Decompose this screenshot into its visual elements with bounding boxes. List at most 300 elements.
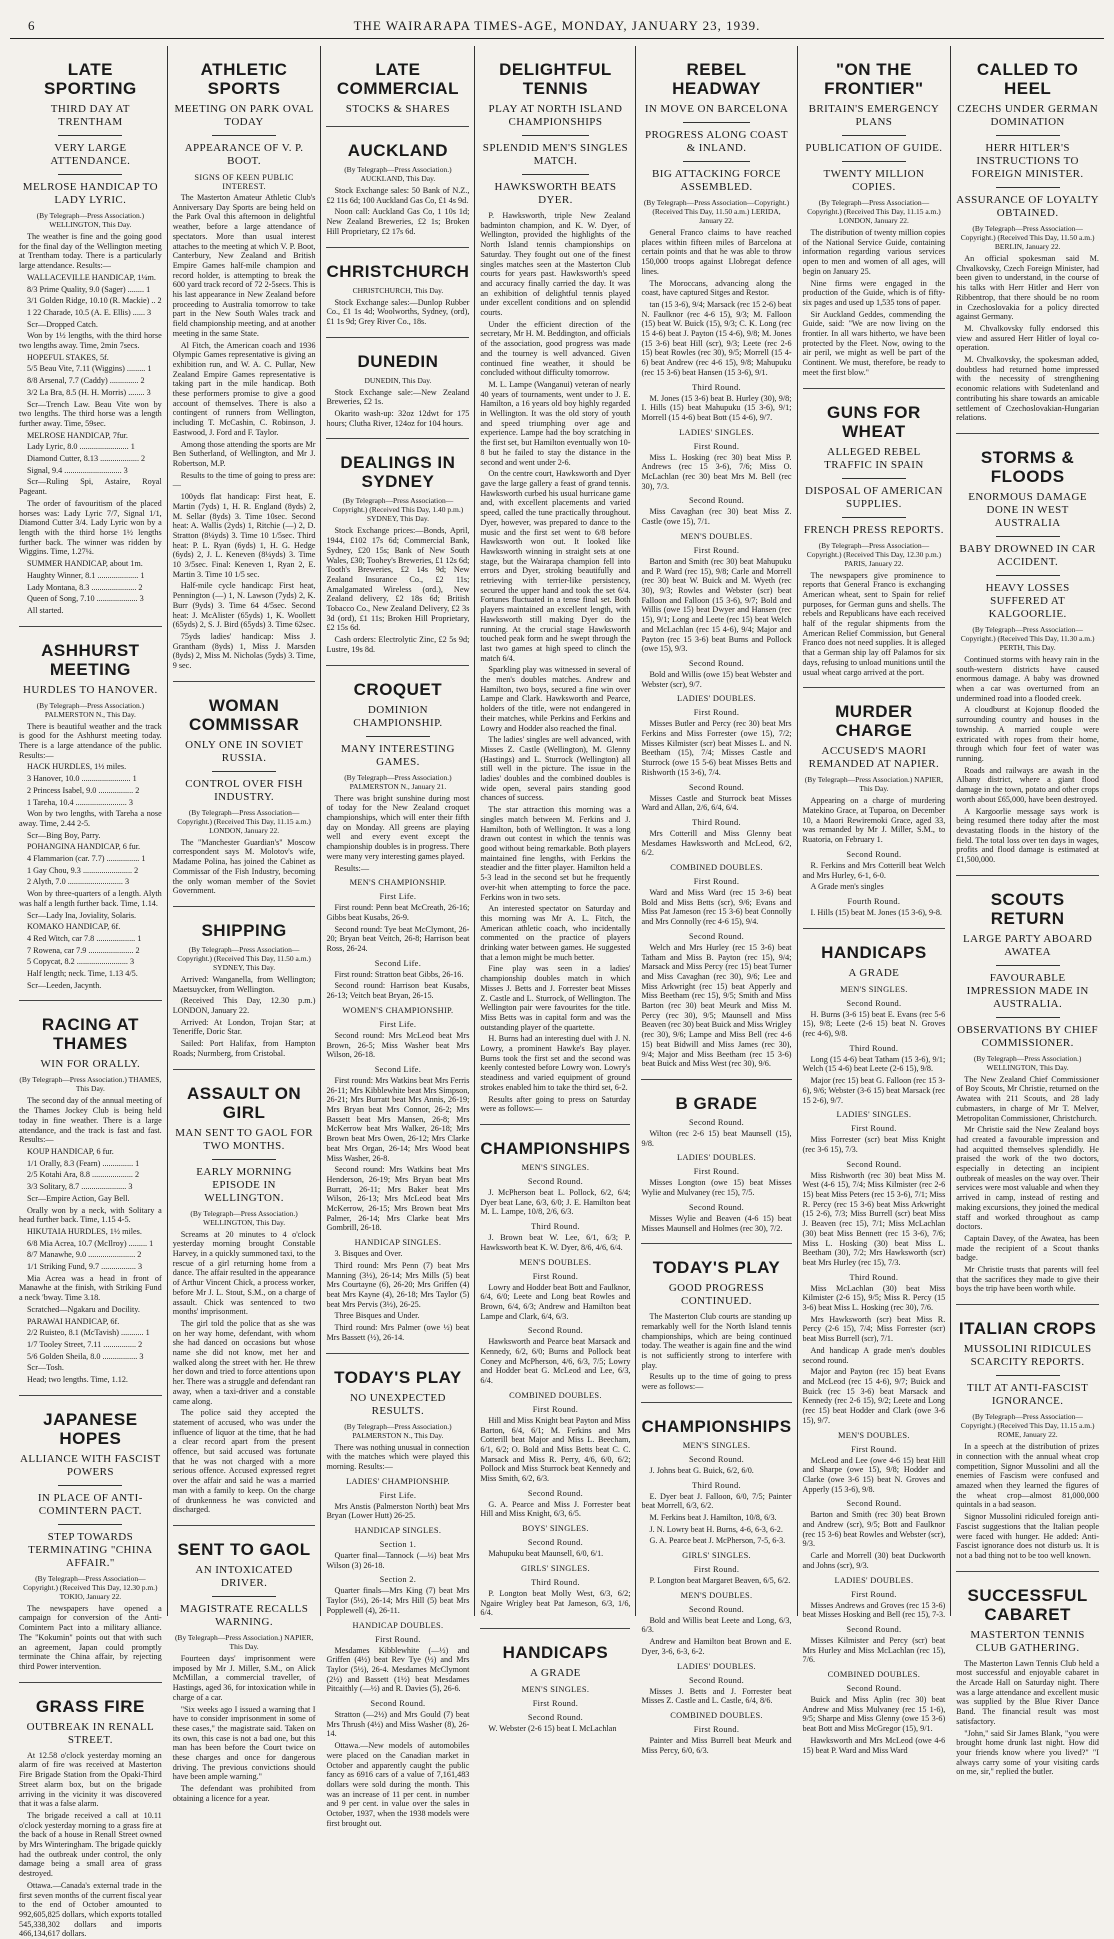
- paragraph: M. Ferkins beat J. Hamilton, 10/8, 6/3.: [649, 1512, 777, 1522]
- paragraph: McLeod and Lee (owe 4-6 15) beat Hill and Sharpe (owe 15), 9/8; Hodder and Clarke (owe 3-6 15) beat N. Groves and Apperly (15 3-6), 9/8.: [802, 1455, 946, 1494]
- dateline: (By Telegraph—Press Association—Copyright.) (Received This Day, 11.15 a.m.) LONDON, January 22.: [807, 198, 941, 225]
- results-subhead: COMBINED DOUBLES.: [509, 1390, 602, 1400]
- section-divider: [326, 126, 469, 127]
- paragraph: Barton and Smith (rec 30) beat Mahupuku and P. Ward (rec 15), 9/8; Carle and Morrell (rec 30) beat W. Buick and M. Wyeth (rec 30), 9/3; Rowles and Webster (scr) beat Falloon and Falloon (15 3-6), 9/7; Bold and Willis (owe 15) beat Dwyer and Hansen (rec 15), 9/1; Long and Leete (rec 15) beat Welch and McLachlan (rec 15 4-6), 9/4; Major and Payton (rec 15 3-6) beat Burns and Pollock (owe 15), 9/3.: [641, 556, 792, 654]
- dateline: (By Telegraph—Press Association.) PALMERSTON N., This Day.: [344, 1421, 452, 1440]
- article: [19, 1395, 162, 1672]
- section-divider: [803, 928, 946, 929]
- paragraph: Painter and Miss Burrell beat Meurk and Miss Percy, 6/0, 6/3.: [641, 1735, 792, 1755]
- paragraph: Hill and Miss Knight beat Payton and Miss Barton, 6/4, 6/1; M. Ferkins and Mrs Cotterill beat Major and Miss L. Beecham, 6/1, 6/2; O. Bold and Miss Betts beat C. C. Marsack and Miss R. Perry, 4/6, 6/0, 6/2; Pollock and Miss Sturrock beat Kennedy and Miss Smith, 6/2, 6/3.: [480, 1415, 631, 1484]
- article: [326, 337, 469, 429]
- paragraph: First round: Penn beat McCreath, 26-16; Gibbs beat Kusabs, 26-9.: [326, 903, 470, 922]
- headline: HANDICAPS: [502, 1642, 609, 1662]
- subhead-rule: [683, 161, 751, 162]
- headline: LATE SPORTING: [43, 60, 137, 98]
- article: [19, 60, 162, 616]
- page-number: 6: [28, 18, 36, 33]
- paragraph: Stratton (—2½) and Mrs Gould (7) beat Mrs Thrush (4½) and Miss Washer (8), 26-14.: [326, 1710, 470, 1739]
- results-subhead: First Round.: [532, 1271, 579, 1281]
- headline: DELIGHTFUL TENNIS: [499, 60, 612, 98]
- paragraph: Won by three-quarters of a length. Alyth was half a length further back. Time, 1.14.: [19, 889, 162, 908]
- paragraph: 8/7 Manawhe, 9.0 ....................... 2: [27, 1250, 142, 1260]
- paragraph: Scr—Leeden, Jacynth.: [27, 980, 102, 990]
- paragraph: Okarito wash-up: 32oz 12dwt for 175 hours; Clutha River, 124oz for 104 hours.: [326, 409, 470, 428]
- results-subhead: Second Round.: [846, 1159, 902, 1169]
- paragraph: Major (rec 15) beat G. Falloon (rec 15 3-6), 9/6; Webster (3-6 15) beat Marsack (rec 15 2-6), 9/7.: [802, 1076, 946, 1105]
- subhead-rule: [842, 135, 906, 136]
- results-subhead: LADIES' SINGLES.: [836, 1110, 912, 1120]
- paragraph: Diamond Cutter, 8.13 ................... 2: [27, 454, 146, 464]
- headline: ASSAULT ON GIRL: [186, 1083, 302, 1122]
- results-subhead: HANDICAP SINGLES.: [354, 1526, 442, 1536]
- subheadline: A GRADE: [848, 966, 900, 979]
- paragraph: Wilton (rec 2-6 15) beat Maunsell (15), 9/8.: [641, 1129, 792, 1148]
- paragraph: Carle and Morrell (30) beat Duckworth and Johns (scr), 9/3.: [802, 1551, 946, 1570]
- paragraph: G. A. Pearce and Miss J. Forrester beat Hill and Miss Knight, 6/3, 6/5.: [480, 1499, 631, 1519]
- results-subhead: Second Round.: [688, 1202, 745, 1212]
- paragraph: G. A. Pearce beat J. McPherson, 7-5, 6-3.: [649, 1536, 786, 1546]
- paragraph: Third round: Mrs Penn (7) beat Mrs Manning (3½), 26-14; Mrs Mills (5) beat Mrs Courtayne (6), 26-20; Mrs Griffen (4) beat Mrs Kayne (4), 26-18; Mrs Taylor (5) beat Mrs Pervis (3½), 26-25.: [326, 1260, 470, 1309]
- article: [19, 1000, 162, 1384]
- paragraph: Mr Christie said the New Zealand boys had created a favourable impression and had acquitted themselves splendidly. He praised the work of the two doctors, especially in detecting an incipient outbreak of measles on the way over. Their services were most valuable and when they arrived in camp, instead of resting and making excursions, they joined the medical staff and worked throughout as camp doctors.: [956, 1125, 1099, 1232]
- subheadline: VERY LARGE ATTENDANCE.: [50, 142, 131, 167]
- results-subhead: First Round.: [693, 1565, 740, 1575]
- paragraph: The Moroccans, advancing along the coast, have captured Sitges and Restor.: [641, 278, 792, 298]
- dateline: (By Telegraph—Press Association—Copyright.) (Received This Day, 1.40 p.m.) SYDNEY, This Day.: [332, 496, 464, 524]
- subheadline: MASTERTON TENNIS CLUB GATHERING.: [970, 1628, 1085, 1654]
- paragraph: The "Manchester Guardian's" Moscow correspondent says M. Molotov's wife, Madame Polina, has joined the Cabinet as Commissar of the Fish Industry, becoming the only woman member of the Soviet Government.: [172, 837, 316, 896]
- section-divider: [19, 626, 162, 627]
- paragraph: Second round: Mrs McLeod beat Mrs Brown, 26-5; Miss Washer beat Mrs Wilson, 26-18.: [326, 1030, 470, 1060]
- subheadline: OUTBREAK IN RENALL STREET.: [26, 1720, 155, 1746]
- paragraph: The New Zealand Chief Commissioner of Boy Scouts, Mr Christie, returned on the Awatea with 211 Scouts, and 28 lady cubmasters, in charge of Mr T. Melver, Metropolitan Commissioner, Christchurch.: [956, 1074, 1099, 1123]
- paragraph: M. L. Lampe (Wanganui) veteran of nearly 40 years of tournaments, went under to J. E. Hamilton, a 16 years old boy highly regarded in Wellington. It was the old story of youth and speed triumphing over age and experience. Lampe had the boy scratching in the first set, but Hamilton eventually won 10-8 but he failed to stay the distance in the second and went under 2-6.: [480, 379, 631, 467]
- section-divider: [19, 1682, 162, 1683]
- paragraph: Second round: Tye beat McClymont, 26-20; Bryan beat Veitch, 26-8; Harrison beat Ross, 26-24.: [326, 924, 470, 954]
- subheadline: PROGRESS ALONG COAST & INLAND.: [644, 129, 789, 154]
- paragraph: Welch and Mrs Hurley (rec 15 3-6) beat Tatham and Miss B. Payton (rec 15), 9/4; Marsack and Miss Percy (rec 15) beat Turner and Miss Cavaghan (rec 30), 9/6; Lee and Miss Arkwright (rec 15) beat Apperly and Miss Beetham (rec 15), 9/5; Smith and Miss Barton (rec 30) beat Meurk and Miss M. Percy (rec 30), 9/5; Maunsell and Miss Beaven (rec 30) beat Buick and Miss Wrigley (rec 30), 9/6; Lampe and Miss Bell (rec 4-6 15) beat Bidwill and Miss James (rec 30), 9/4; Major and Miss Beetham (rec 15 3-6) beat Buick and Miss West (rec 30), 9/6.: [641, 942, 792, 1069]
- subheadline: HEAVY LOSSES SUFFERED AT KALGOORLIE.: [985, 581, 1070, 620]
- subheadline: DISPOSAL OF AMERICAN SUPPLIES.: [805, 484, 943, 510]
- newspaper-title: THE WAIRARAPA TIMES-AGE, MONDAY, JANUARY 23, 1939.: [353, 18, 761, 33]
- article: [173, 681, 316, 896]
- section-divider: [641, 1243, 791, 1244]
- subhead-rule: [842, 478, 906, 479]
- paragraph: General Franco claims to have reached places within fifteen miles of Barcelona at certain points and that he was able to throw 150,000 troops against Llobregat defence lines.: [641, 228, 792, 276]
- paragraph: Ottawa.—Canada's external trade in the first seven months of the current fiscal year to the end of October amounted to 992,605,825 dollars, which exports totalled 545,338,302 dollars and imports 466,134,617 dollars.: [19, 1880, 162, 1939]
- results-subhead: First Round.: [851, 1444, 897, 1454]
- subhead-rule: [58, 1524, 122, 1525]
- paragraph: Miss Cavaghan (rec 30) beat Miss Z. Castle (owe 15), 7/1.: [641, 507, 792, 527]
- paragraph: Cash orders: Electrolytic Zinc, £2 5s 9d; Lustre, 19s 8d.: [326, 635, 470, 654]
- subhead-rule: [58, 1485, 122, 1486]
- results-subhead: Second Round.: [846, 1624, 902, 1634]
- dateline: (By Telegraph—Press Association.) WELLINGTON, This Day.: [36, 211, 145, 229]
- paragraph: Results to the time of going to press are:—: [172, 470, 316, 490]
- paragraph: Mrs Hawksworth (scr) beat Miss R. Percy (2-6 15), 7/4; Miss Forrester (scr) beat Miss Burrell (scr), 7/1.: [802, 1314, 946, 1344]
- results-subhead: Fourth Round.: [847, 896, 901, 906]
- paragraph: "John," said Sir James Blank, "you were brought home drunk last night. How did your friends know where you lived?" "I always carry some of your visiting cards on me, sir," replied the butler.: [956, 1728, 1099, 1777]
- column-6: [798, 46, 952, 1755]
- section-divider: [480, 1124, 630, 1125]
- paragraph: Barton and Smith (rec 30) beat Brown and Andrew (scr), 9/5; Bott and Faulknor (rec 15 3-6) beat Rowles and Webster (scr), 9/3.: [802, 1510, 946, 1549]
- results-subhead: Section 1.: [379, 1540, 417, 1550]
- paragraph: P. Longton beat Margaret Beaven, 6/5, 6/2.: [649, 1576, 791, 1586]
- headline: ASHHURST MEETING: [41, 640, 140, 679]
- paragraph: SUMMER HANDICAP, about 1m.: [27, 559, 143, 569]
- paragraph: There is beautiful weather and the track is good for the Ashhurst meeting today. There is a large attendance of the public. Results:—: [19, 721, 162, 760]
- section-divider: [326, 438, 469, 439]
- headline: RACING AT THAMES: [41, 1015, 139, 1054]
- subheadline: MELROSE HANDICAP TO LADY LYRIC.: [22, 181, 158, 206]
- results-subhead: Section 2.: [379, 1575, 417, 1585]
- paragraph: 3/3 Solitary, 8.7 ...................... 3: [27, 1182, 133, 1192]
- paragraph: In a speech at the distribution of prizes in connection with the annual wheat crop competition, Signor Mussolini and all the enemies of Fascism were confused and amazed when they learned the figures of the wheat crop—almost 81,000,000 quintals in a bad season.: [956, 1442, 1099, 1510]
- paragraph: HACK HURDLES, 1½ miles.: [27, 762, 127, 772]
- article: [173, 1069, 316, 1515]
- subheadline: APPEARANCE OF V. P. BOOT.: [184, 142, 304, 167]
- paragraph: Long (15 4-6) beat Tatham (15 3-6), 9/1; Welch (15 4-6) beat Leete (2-6 15), 9/8.: [802, 1054, 946, 1074]
- paragraph: 1 22 Charade, 10.5 (A. E. Ellis) ...... 3: [27, 307, 152, 317]
- subheadline: MAN SENT TO GAOL FOR TWO MONTHS.: [175, 1126, 313, 1152]
- paragraph: R. Ferkins and Mrs Cotterill beat Welch and Mrs Hurley, 6-1, 6-0.: [802, 860, 946, 880]
- paragraph: E. Dyer beat J. Falloon, 6/0, 7/5; Painter beat Morrell, 6/3, 6/2.: [641, 1491, 792, 1511]
- results-subhead: LADIES' DOUBLES.: [677, 1661, 756, 1671]
- results-subhead: Second Round.: [688, 496, 745, 506]
- headline: CALLED TO HEEL: [976, 60, 1079, 98]
- paragraph: J. Johns beat G. Buick, 6/2, 6/0.: [649, 1465, 754, 1475]
- paragraph: The Masterton Club courts are standing up remarkably well for the North Island tennis championships, which are being continued today. The weather is again fine and the wind is not sufficiently strong to interfere with play.: [641, 1312, 792, 1370]
- section-divider: [803, 687, 946, 688]
- subheadline: PUBLICATION OF GUIDE.: [805, 142, 943, 154]
- results-subhead: LADIES' DOUBLES.: [677, 1153, 756, 1163]
- paragraph: Head; two lengths. Time, 1.12.: [27, 1375, 128, 1385]
- article: [326, 126, 469, 237]
- results-subhead: First Round.: [693, 1724, 740, 1734]
- headline: WOMAN COMMISSAR: [188, 695, 300, 734]
- results-subhead: Third Round.: [531, 1222, 580, 1232]
- column-2: [168, 46, 322, 1803]
- paragraph: Haughty Winner, 8.1 .................... 1: [27, 570, 145, 580]
- paragraph: 100yds flat handicap: First heat, E. Martin (7yds) 1, H. R. England (8yds) 2, M. Sellar (8yds) 3. Time 10sec. Second heat: A. Wallis (2yds) 1, Ritchie (—) 2, D. Stratton (8¼yds) 3. Time 10 1/5sec. Third heat: P. L. Ryan (6yds) 1, H. G. Hedge (6yds) 2, J. L. Keneven (8¼yds) 3. Time 10 3/5sec. Final: Keneven 1, Ryan 2, E. Martin 3. Time 10 1/5 sec.: [172, 492, 316, 579]
- section-divider: [956, 875, 1099, 876]
- subheadline: ONLY ONE IN SOVIET RUSSIA.: [185, 738, 303, 764]
- paragraph: Fourteen days' imprisonment were imposed by Mr J. Miller, S.M., on Alick McMillan, a commercial traveller, of Hastings, aged 36, for intoxication while in charge of a car.: [172, 1653, 316, 1702]
- subheadline: GOOD PROGRESS CONTINUED.: [668, 1282, 765, 1308]
- paragraph: Among those attending the sports are Mr Ben Sutherland, of Wellington, and Mr J. Robertson, M.P.: [172, 439, 316, 468]
- paragraph: The ladies' singles are well advanced, with Misses Z. Castle (Wellington), M. Glenny (Hastings) and L. Sturrock (Wellington) all still well in the picture. The issue in the ladies' doubles and the combined doubles is wide open, several pairs standing good chances of success.: [480, 735, 631, 803]
- section-divider: [803, 388, 946, 389]
- results-subhead: HANDICAP DOUBLES.: [352, 1620, 444, 1630]
- paragraph: 2/2 Ruisteo, 8.1 (McTavish) ........... 1: [27, 1328, 150, 1338]
- results-subhead: First Round.: [693, 1167, 740, 1177]
- section-divider: [326, 247, 469, 248]
- subheadline: SPLENDID MEN'S SINGLES MATCH.: [482, 142, 629, 167]
- results-subhead: Second Round.: [527, 1326, 583, 1336]
- headline: CHRISTCHURCH: [326, 261, 470, 281]
- results-subhead: Second Life.: [374, 1064, 422, 1074]
- subhead-rule: [212, 771, 276, 772]
- dateline: (By Telegraph—Press Association.) NAPIER, This Day.: [804, 775, 944, 794]
- paragraph: The distribution of twenty million copies of the National Service Guide, containing information regarding various services open to men and women of all ages, will begin on January 25.: [802, 228, 946, 276]
- headline: "ON THE FRONTIER": [824, 60, 924, 98]
- headline: GRASS FIRE: [35, 1696, 145, 1716]
- paragraph: Queen of Song, 7.10 .................... 3: [27, 594, 144, 604]
- paragraph: Scr—Lady Ina, Joviality, Solaris.: [27, 910, 137, 920]
- paragraph: Three Bisques and Under.: [334, 1311, 420, 1321]
- article: [173, 906, 316, 1059]
- paragraph: 4 Red Witch, car 7.8 ................... 1: [27, 933, 142, 943]
- subhead-rule: [996, 575, 1060, 576]
- paragraph: Lady Lyric, 8.0 ........................ 1: [27, 442, 135, 452]
- paragraph: All started.: [27, 605, 64, 615]
- subhead-rule: [212, 1596, 276, 1597]
- paragraph: 5 Copycat, 8.2 ......................... 3: [27, 957, 135, 967]
- subheadline: HAWKSWORTH BEATS DYER.: [494, 181, 617, 206]
- results-subhead: GIRLS' SINGLES.: [521, 1563, 590, 1573]
- results-subhead: First Round.: [851, 1589, 897, 1599]
- results-subhead: SIGNS OF KEEN PUBLIC INTEREST.: [194, 173, 294, 191]
- paragraph: Mia Acrea was a head in front of Manawhe at the finish, with Striking Fund a neck 'bway. Time 3.18.: [19, 1273, 162, 1303]
- paragraph: An official spokesman said M. Chvalkovsky, Czech Foreign Minister, had been given to understand, in the course of his talks with Herr Hitler and Herr von Ribbentrop, that there should be no room in Czechoslovakia for a policy directed against Germany.: [956, 254, 1099, 322]
- results-subhead: BOYS' SINGLES.: [522, 1524, 589, 1534]
- paragraph: And handicap A grade men's doubles second round.: [802, 1345, 946, 1365]
- article: [803, 60, 946, 378]
- section-divider: [19, 1000, 162, 1001]
- paragraph: Misses Butler and Percy (rec 30) beat Mrs Ferkins and Miss Forrester (owe 15), 7/2; Misses Kilmister (scr) beat Misses L. and N. Beetham (15), 7/4; Misses Castle and Sturrock (owe 15 5-6) beat Misses Betts and Rishworth (15 3-6), 7/4.: [641, 719, 792, 777]
- dateline: (By Telegraph—Press Association—Copyright.) (Received This Day, 11.30 a.m.) PERTH, This Day.: [960, 624, 1095, 652]
- results-subhead: Second Round.: [527, 1712, 583, 1722]
- paragraph: 2 Princess Isabel, 9.0 ................. 2: [27, 785, 140, 795]
- results-subhead: MEN'S DOUBLES.: [519, 1257, 592, 1267]
- subhead-rule: [996, 536, 1060, 537]
- paragraph: Miss Forrester (scr) beat Miss Knight (rec 3-6 15), 7/3.: [802, 1135, 946, 1154]
- paragraph: Continued storms with heavy rain in the south-western districts have caused enormous damage. A baby was drowned when a car was overturned from an undermined road into a flooded creek.: [956, 654, 1099, 703]
- paragraph: Orally won by a neck, with Solitary a head further back. Time, 1.15 4-5.: [19, 1205, 162, 1225]
- headline: DEALINGS IN SYDNEY: [340, 453, 456, 492]
- paragraph: 6/8 Mia Acrea, 10.7 (McIlroy) ......... 1: [27, 1238, 154, 1248]
- dateline: (By Telegraph—Press Association.) NAPIER, This Day.: [174, 1632, 314, 1651]
- column-3: [321, 46, 475, 1828]
- paragraph: J. N. Lowry beat H. Burns, 4-6, 6-3, 6-2.: [649, 1524, 783, 1534]
- results-subhead: First Life.: [379, 1490, 417, 1500]
- paragraph: Mrs Anstis (Palmerston North) beat Mrs Bryan (Lower Hutt) 26-25.: [326, 1501, 470, 1521]
- subheadline: DOMINION CHAMPIONSHIP.: [353, 703, 443, 729]
- section-divider: [480, 1628, 630, 1629]
- article: [641, 1079, 791, 1233]
- paragraph: 2/5 Kotahi Ara, 8.8 .................... 2: [27, 1170, 140, 1180]
- paragraph: Appearing on a charge of murdering Matekino Grace, at Tuparoa, on December 10, a Maori Rewiremoki Grace, aged 33, was remanded by Mr J. Miller, S.M., to Ruatoria, on February 1.: [802, 796, 946, 845]
- paragraph: Won by two lengths, with Tareha a nose away. Time, 2.44 2-5.: [19, 809, 162, 828]
- results-subhead: COMBINED DOUBLES.: [827, 1670, 921, 1680]
- headline: B GRADE: [675, 1094, 758, 1113]
- paragraph: 3. Bisques and Over.: [334, 1249, 403, 1259]
- paragraph: 1 Tareha, 10.4 ......................... 3: [27, 797, 133, 807]
- subheadline: MUSSOLINI RIDICULES SCARCITY REPORTS.: [963, 1343, 1092, 1369]
- subheadline: STOCKS & SHARES: [345, 103, 451, 115]
- paragraph: The police said they accepted the statement of accused, who was under the influence of liquor at the time, that he had a clear record apart from the present offence, but said accused was fortunate that he was not charged with a more serious offence. Accused expressed regret over the affair and said he was a married man with a family to keep. On the charge of drunkenness he was convicted and discharged.: [172, 1408, 316, 1515]
- column-5: [636, 46, 797, 1755]
- paragraph: Stock Exchange sales: 50 Bank of N.Z., £2 11s 6d; 100 Auckland Gas Co, £1 4s 9d.: [326, 186, 470, 205]
- results-subhead: LADIES' DOUBLES.: [677, 694, 756, 704]
- results-subhead: First Round.: [693, 441, 740, 451]
- results-subhead: Third Round.: [849, 1043, 899, 1053]
- dateline: (By Telegraph—Press Association—Copyright.) (Received This Day, 12.30 p.m.) PARIS, January 22.: [806, 540, 942, 568]
- paragraph: First round: Mrs Watkins beat Mrs Ferris 26-11; Mrs Kibblewhite beat Mrs Simpson, 26-21; Mrs Burratt beat Mrs Annis, 26-19; Mrs Bryan beat Mrs Connor, 26-2; Mrs Bassett beat Mrs Mansen, 26-8; Mrs McKerrow beat Mrs Walker, 26-18; Mrs Brown beat Mrs Owen, 26-12; Mrs Clarke beat Mrs Organ, 26-14; Mrs Wood beat Miss Washer, 26-8.: [326, 1075, 470, 1163]
- dateline: CHRISTCHURCH, This Day.: [352, 285, 444, 295]
- paragraph: Sir Auckland Geddes, commending the Guide, said: "We are now living on the frontier. In all wars hitherto, we have been protected by the Fleet. Now, owing to the air peril, we might as well be part of the Continent. We must, therefore, be ready to meet the first blow.": [802, 309, 946, 377]
- paragraph: Sailed: Port Halifax, from Hampton Roads; Nurmberg, from Cristobal.: [172, 1039, 316, 1058]
- results-subhead: First Round.: [532, 1698, 579, 1708]
- results-subhead: Third Round.: [692, 1480, 741, 1490]
- results-subhead: HANDICAP SINGLES.: [354, 1238, 442, 1248]
- paragraph: Stock Exchange sale:—New Zealand Breweries, £2 1s.: [326, 387, 470, 407]
- article: [480, 60, 630, 1114]
- paragraph: Mr Christie trusts that parents will feel that the sacrifices they made to give their boys the trip have been worth while.: [956, 1265, 1099, 1294]
- section-divider: [173, 681, 316, 682]
- paragraph: 7 Rowena, car 7.9 ...................... 2: [27, 945, 140, 955]
- headline: ATHLETIC SPORTS: [200, 60, 288, 98]
- paragraph: M. Jones (15 3-6) beat B. Hurley (30), 9/8; I. Hills (15) beat Mahupuku (15 3-6), 9/1; Morrell (15 4-6) beat Bott (15 4-6), 9/7.: [641, 393, 792, 422]
- paragraph: 1/1 Striking Fund, 9.7 ................. 3: [27, 1262, 143, 1272]
- subheadline: OBSERVATIONS BY CHIEF COMMISSIONER.: [957, 1023, 1098, 1049]
- paragraph: 2 Alyth, 7.0 ........................... 3: [27, 877, 130, 887]
- paragraph: Second round: Harrison beat Kusabs, 26-13; Veitch beat Bryan, 26-15.: [326, 981, 470, 1001]
- paragraph: Stock Exchange prices:—Bonds, April, 1944, £102 17s 6d; Commercial Bank, Sydney, £20 15s; Bank of New South Wales, £30; Toohey's Breweries, £1 12s 6d; Tooth's Breweries, £2 14s 9d; New Zealand Insurance Co., £2 11s; Amalgamated Wireless (ord.), New Zealand delivery, £2 18s 6d; British Tobacco Co., New Zealand Delivery, £2 3s 3d (ord), £1 11s; Broken Hill Proprietary, £2 15s 6d.: [326, 526, 470, 633]
- results-subhead: COMBINED DOUBLES.: [670, 863, 763, 873]
- subheadline: THIRD DAY AT TRENTHAM: [50, 103, 130, 128]
- results-subhead: MEN'S SINGLES.: [521, 1684, 590, 1694]
- headline: ITALIAN CROPS: [958, 1319, 1097, 1339]
- subheadline: BIG ATTACKING FORCE ASSEMBLED.: [652, 168, 781, 193]
- section-divider: [956, 1304, 1099, 1305]
- paragraph: J. Brown beat W. Lee, 6/1, 6/3; P. Hawksworth beat K. W. Dyer, 8/6, 4/6, 6/4.: [480, 1233, 631, 1252]
- paragraph: The defendant was prohibited from obtaining a licence for a year.: [172, 1784, 316, 1803]
- paragraph: KOUP HANDICAP, 6 fur.: [27, 1147, 114, 1156]
- paragraph: PARAWAI HANDICAP, 6f.: [27, 1316, 120, 1326]
- paragraph: Andrew and Hamilton beat Brown and E. Dyer, 3-6, 6-3, 6-2.: [641, 1637, 792, 1656]
- dateline: (By Telegraph—Press Association—Copyright.) (Received This Day, 11.50 a.m.) SYDNEY, This Day.: [177, 944, 311, 972]
- article: [641, 1402, 791, 1756]
- paragraph: Buick and Miss Aplin (rec 30) beat Andrew and Miss Mulvaney (rec 15 1-6), 9/5; Sharpe and Miss Glenny (owe 15 3-6) beat Bott and Miss McGregor (15), 9/1.: [802, 1695, 946, 1734]
- paragraph: The weather is fine and the going good for the final day of the Wellington meeting at Trentham today. There is a particularly large attendance. Results:—: [19, 232, 162, 271]
- paragraph: 3 Hanover, 10.0 ........................ 1: [27, 774, 137, 784]
- dateline: (By Telegraph—Press Association—Copyright.) (Received This Day, 11.15 a.m.) LONDON, January 22.: [177, 807, 311, 835]
- paragraph: I. Hills (15) beat M. Jones (15 3-6), 9-8.: [810, 907, 942, 917]
- paragraph: On the centre court, Hawksworth and Dyer gave the large gallery a feast of grand tennis. Hawksworth curbed his usual hurricane game and, with excellent placements and varied speed, called the tune practically throughout. Dyer, however, was prepared to dance to the music and the first set went to 6/8 before Hawksworth won out. It looked like Hawksworth winning in straight sets at one stage, but the Wairarapa champion fell into errors and Dyer, stroking beautifully and retrieving with terrier-like persistency, secured the upper hand and took the set 6/4. Fortunes fluctuated in a tense final set. Both players maintained an excellent length, with Hawksworth still making Dyer do the running. At the crucial stage Hawksworth touched peak form and he swept through the last two games at high speed to clinch the match 6/4.: [480, 469, 631, 663]
- paragraph: The brigade received a call at 10.11 o'clock yesterday morning to a grass fire at the back of a house in Renall Street owned by Mrs Winteringham. The brigade quickly had the outbreak under control, the only damage being a small area of grass destroyed.: [19, 1810, 162, 1879]
- results-subhead: First Round.: [693, 877, 740, 887]
- section-divider: [641, 1402, 791, 1403]
- paragraph: Misses Longton (owe 15) beat Misses Wylie and Mulvaney (rec 15), 7/5.: [641, 1178, 792, 1198]
- section-divider: [173, 906, 316, 907]
- subheadline: ENORMOUS DAMAGE DONE IN WEST AUSTRALIA: [968, 490, 1087, 529]
- paragraph: tan (15 3-6), 9/4; Marsack (rec 15 2-6) beat N. Faulknor (rec 4-6 15), 9/3; M. Falloon (15) beat W. Buick (15), 9/3; C. K. Long (rec 15 4-6) beat J. Payton (15 4-6), 9/8; M. Jones (15 3-6) beat Hill (scr), 9/3; Leete (rec 2-6 15) beat Rowles (rec 30), 9/5; Morrell (15 4-6) beat Andrew (rec 4-6 15), 9/8; Mahupuku (rec 15 3-6) beat Hansen (15 3-6), 9/1.: [641, 299, 792, 377]
- column-1: [14, 46, 168, 1939]
- subheadline: ALLEGED REBEL TRAFFIC IN SPAIN: [824, 445, 924, 471]
- paragraph: Lowry and Hodder beat Bott and Faulknor, 6/4, 6/0; Leete and Long beat Rowles and Brown, 6/4, 6/3; Andrew and Hamilton beat Lampe and Clark, 6/4, 6/3.: [480, 1282, 631, 1321]
- headline: SENT TO GAOL: [177, 1539, 311, 1559]
- subheadline: TILT AT ANTI-FASCIST IGNORANCE.: [966, 1382, 1089, 1408]
- results-subhead: Second Round.: [527, 1488, 583, 1498]
- paragraph: POHANGINA HANDICAP, 6 fur.: [27, 842, 141, 852]
- results-subhead: MEN'S SINGLES.: [682, 1440, 751, 1450]
- results-subhead: Second Round.: [688, 658, 745, 668]
- article-columns: [14, 46, 1104, 1939]
- subheadline: PLAY AT NORTH ISLAND CHAMPIONSHIPS: [488, 103, 623, 128]
- subheadline: STEP TOWARDS TERMINATING "CHINA AFFAIR.": [28, 1530, 153, 1569]
- headline: TODAY'S PLAY: [652, 1258, 781, 1278]
- paragraph: Results after going to press on Saturday were as follows:—: [480, 1094, 631, 1114]
- dateline: (By Telegraph—Press Association.) THAMES, This Day.: [19, 1075, 162, 1094]
- results-subhead: Third Round.: [692, 817, 741, 827]
- headline: AUCKLAND: [347, 141, 449, 160]
- paragraph: 1/7 Tooley Street, 7.11 ................ 2: [27, 1339, 143, 1349]
- headline: SCOUTS RETURN: [990, 889, 1065, 928]
- paragraph: There was bright sunshine during most of today for the New Zealand croquet championships, which will enter their fifth day on Monday. All greens are playing well and every event except the championship doubles is in progress. There were many very interesting games played.: [326, 793, 470, 861]
- results-subhead: First Round.: [693, 708, 740, 718]
- article: [19, 626, 162, 991]
- results-subhead: Second Round.: [370, 1699, 426, 1709]
- subheadline: MEETING ON PARK OVAL TODAY: [174, 103, 314, 128]
- paragraph: At 12.58 o'clock yesterday morning an alarm of fire was received at Masterton Fire Brigade Station from the Opaki-Third Street alarm box, but on the brigade arriving in the vicinity it was discovered that it was a false alarm.: [19, 1750, 162, 1809]
- paragraph: Ward and Miss Ward (rec 15 3-6) beat Bold and Miss Betts (scr), 9/6; Evans and Miss Pat Jameson (rec 15 3-6) beat Connolly and Mrs Connolly (rec 4-6 15), 9/4.: [641, 888, 792, 927]
- paragraph: Miss Rishworth (rec 30) beat Miss M. West (4-6 15), 7/4; Miss Kilmister (rec 2-6 15) beat Miss Peters (rec 15 3-6), 7/1; Miss R. Percy (rec 15 3-6) beat Miss Arkwright (15 2-6), 7/3; Miss Burrell (scr) beat Miss J. Beaven (rec 15), 7/1; Miss McLachlan (30) beat Miss Bennett (rec 15 3-6), 7/6; Miss L. Hosking (30) beat Miss L. Beetham (30), 7/2; Mrs Hawksworth (scr) beat Mrs Hurley (rec 15), 7/3.: [802, 1170, 946, 1267]
- section-divider: [19, 1395, 162, 1396]
- subhead-rule: [212, 135, 276, 136]
- results-subhead: First Round.: [851, 1124, 897, 1134]
- paragraph: WALLACEVILLE HANDICAP, 1¼m.: [27, 272, 156, 282]
- results-subhead: Second Round.: [688, 1675, 745, 1685]
- subheadline: NO UNEXPECTED RESULTS.: [349, 1391, 446, 1417]
- results-subhead: MEN'S SINGLES.: [521, 1162, 590, 1172]
- column-7: [951, 46, 1104, 1777]
- subhead-rule: [842, 517, 906, 518]
- subheadline: FAVOURABLE IMPRESSION MADE IN AUSTRALIA.: [966, 971, 1089, 1010]
- section-divider: [956, 1571, 1099, 1572]
- article: [480, 1124, 630, 1618]
- paragraph: Bold and Willis beat Leete and Long, 6/3, 6/3.: [641, 1615, 792, 1635]
- paragraph: Under the efficient direction of the secretary, Mr H. M. Beddington, and officials of the association, good progress was made and the tourney is well advanced. Given continued fine weather, it should be concluded without difficulty tomorrow.: [480, 319, 631, 378]
- results-subhead: Second Life.: [374, 958, 422, 968]
- dateline: (By Telegraph—Press Association—Copyright.) (Received This Day, 11.15 a.m.) ROME, January 22.: [960, 1412, 1095, 1440]
- headline: TODAY'S PLAY: [334, 1367, 462, 1387]
- paragraph: Scr—Empire Action, Gay Bell.: [27, 1193, 130, 1203]
- results-subhead: Second Round.: [688, 931, 745, 941]
- paragraph: HIKUTAIA HURDLES, 1½ miles.: [27, 1226, 142, 1236]
- paragraph: Fine play was seen in a ladies' championship doubles match in which Misses J. Betts and J. Forrester beat Misses Z. Castle and L. Sturrock, of Wellington. The Wellington pair were favourites for the title. Miss Betts was in capital form and was the outstanding player of the quartette.: [480, 964, 631, 1032]
- headline: SUCCESSFUL CABARET: [967, 1585, 1088, 1624]
- headline: LATE COMMERCIAL: [336, 60, 459, 98]
- results-subhead: Second Round.: [527, 1538, 583, 1548]
- results-subhead: Second Round.: [688, 1604, 745, 1614]
- results-subhead: First Life.: [379, 1019, 417, 1029]
- subheadline: TWENTY MILLION COPIES.: [823, 168, 925, 193]
- article: [956, 1304, 1099, 1560]
- paragraph: Misses J. Betts and J. Forrester beat Misses Z. Castle and L. Castle, 6/4, 8/6.: [641, 1686, 792, 1706]
- article: [173, 1525, 316, 1804]
- subheadline: EARLY MORNING EPISODE IN WELLINGTON.: [196, 1165, 292, 1204]
- paragraph: Miss McLachlan (30) beat Miss Kilmister (2-6 15), 9/5; Miss R. Percy (15 3-6) beat Miss L. Hosking (rec 30), 7/6.: [802, 1283, 946, 1313]
- subheadline: IN PLACE OF ANTI-COMINTERN PACT.: [37, 1491, 143, 1517]
- paragraph: Third round: Mrs Palmer (owe ½) beat Mrs Bassett (½), 26-14.: [326, 1323, 470, 1342]
- paragraph: Lady Montana, 8.3 ...................... 2: [27, 582, 143, 592]
- dateline: (By Telegraph—Press Association—Copyright.) (Received This Day, 11.50 a.m.) LERIDA, January 22.: [643, 198, 790, 225]
- headline: STORMS & FLOODS: [980, 447, 1075, 486]
- subheadline: WIN FOR ORALLY.: [40, 1058, 141, 1071]
- dateline: DUNEDIN, This Day.: [364, 375, 432, 385]
- paragraph: Noon call: Auckland Gas Co, 1 10s 1d; New Zealand Breweries, £2 1s; Broken Hill Proprietary, £2 17s 6d.: [326, 207, 470, 236]
